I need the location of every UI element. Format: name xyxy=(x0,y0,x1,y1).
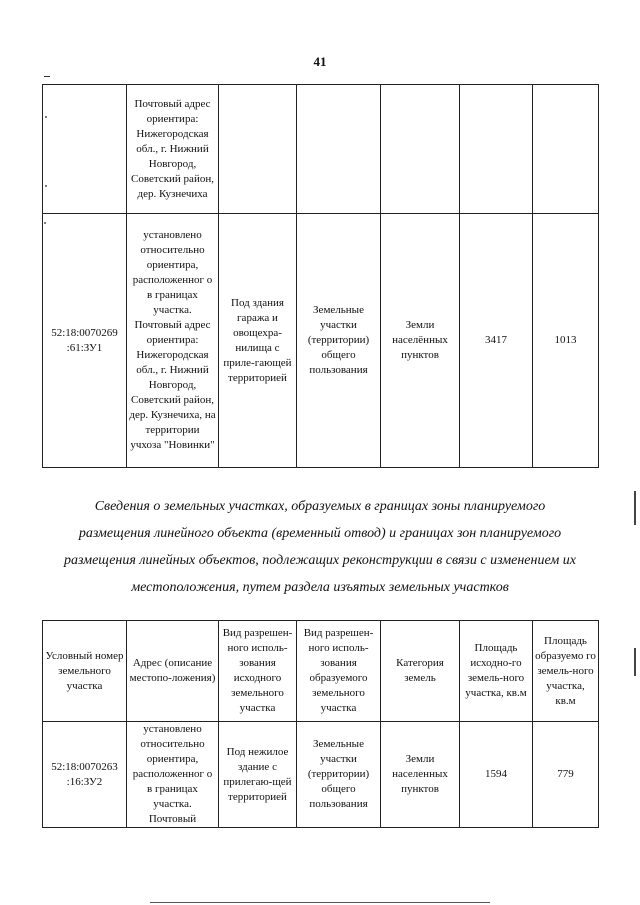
table-row xyxy=(43,722,599,828)
table-header-row xyxy=(43,621,599,722)
header-land-category: Категория земель xyxy=(381,621,460,722)
original-area-cell xyxy=(460,85,533,214)
original-area-cell: 1594 xyxy=(460,722,533,828)
land-category-cell: Земли населённых пунктов xyxy=(381,214,460,468)
plot-address-cell: Почтовый адрес ориентира: Нижегородская обл., г. Нижний Новгород, Советский район, дер. Кузнечиха xyxy=(127,85,219,214)
original-use-cell: Под нежилое здание с прилегаю-щей территорией xyxy=(219,722,297,828)
formed-area-cell: 1013 xyxy=(533,214,599,468)
land-category-cell: Земли населенных пунктов xyxy=(381,722,460,828)
margin-dash xyxy=(44,76,50,77)
formed-area-cell: 779 xyxy=(533,722,599,828)
plot-number-cell xyxy=(43,85,127,214)
original-use-cell: Под здания гаража и овощехра-нилища с приле-гающей территорией xyxy=(219,214,297,468)
plot-address-cell: установлено относительно ориентира, расположенног о в границах участка. Почтовый адрес ориентира: Нижегородская обл., г. Нижний Новгород, Советский район, дер. Кузнечиха, на территории учхоза "Новинки" xyxy=(127,214,219,468)
header-original-use: Вид разрешен-ного исполь-зования исходного земельного участка xyxy=(219,621,297,722)
land-plots-table-continued xyxy=(42,84,599,468)
formed-use-cell: Земельные участки (территории) общего пользования xyxy=(297,722,381,828)
formed-area-cell xyxy=(533,85,599,214)
page-bottom-rule xyxy=(150,902,490,903)
original-area-cell: 3417 xyxy=(460,214,533,468)
formed-land-plots-table xyxy=(42,620,599,828)
header-formed-area: Площадь образуемо го земель-ного участка, кв.м xyxy=(533,621,599,722)
table-row xyxy=(43,85,599,214)
formed-use-cell xyxy=(297,85,381,214)
plot-number-cell: 52:18:0070269 :61:ЗУ1 xyxy=(43,214,127,468)
land-category-cell xyxy=(381,85,460,214)
header-address: Адрес (описание местопо-ложения) xyxy=(127,621,219,722)
original-use-cell xyxy=(219,85,297,214)
plot-address-cell: установлено относительно ориентира, расположенног о в границах участка. Почтовый xyxy=(127,722,219,828)
header-formed-use: Вид разрешен-ного исполь-зования образуемого земельного участка xyxy=(297,621,381,722)
section-title: Сведения о земельных участках, образуемых в границах зоны планируемого размещения линейного объекта (временный отвод) и границах зон планируемого размещения линейных объектов, подлежащих реконструкции в связи с изменением их местоположения, путем раздела изъятых земельных участков xyxy=(64,499,576,595)
header-plot-number: Условный номер земельного участка xyxy=(43,621,127,722)
formed-use-cell: Земельные участки (территории) общего пользования xyxy=(297,214,381,468)
table-row xyxy=(43,214,599,468)
header-original-area: Площадь исходно-го земель-ного участка, кв.м xyxy=(460,621,533,722)
scan-edge-mark xyxy=(634,491,636,525)
page-number: 41 xyxy=(313,54,327,69)
plot-number-cell: 52:18:0070263 :16:ЗУ2 xyxy=(43,722,127,828)
scan-edge-mark xyxy=(634,648,636,676)
